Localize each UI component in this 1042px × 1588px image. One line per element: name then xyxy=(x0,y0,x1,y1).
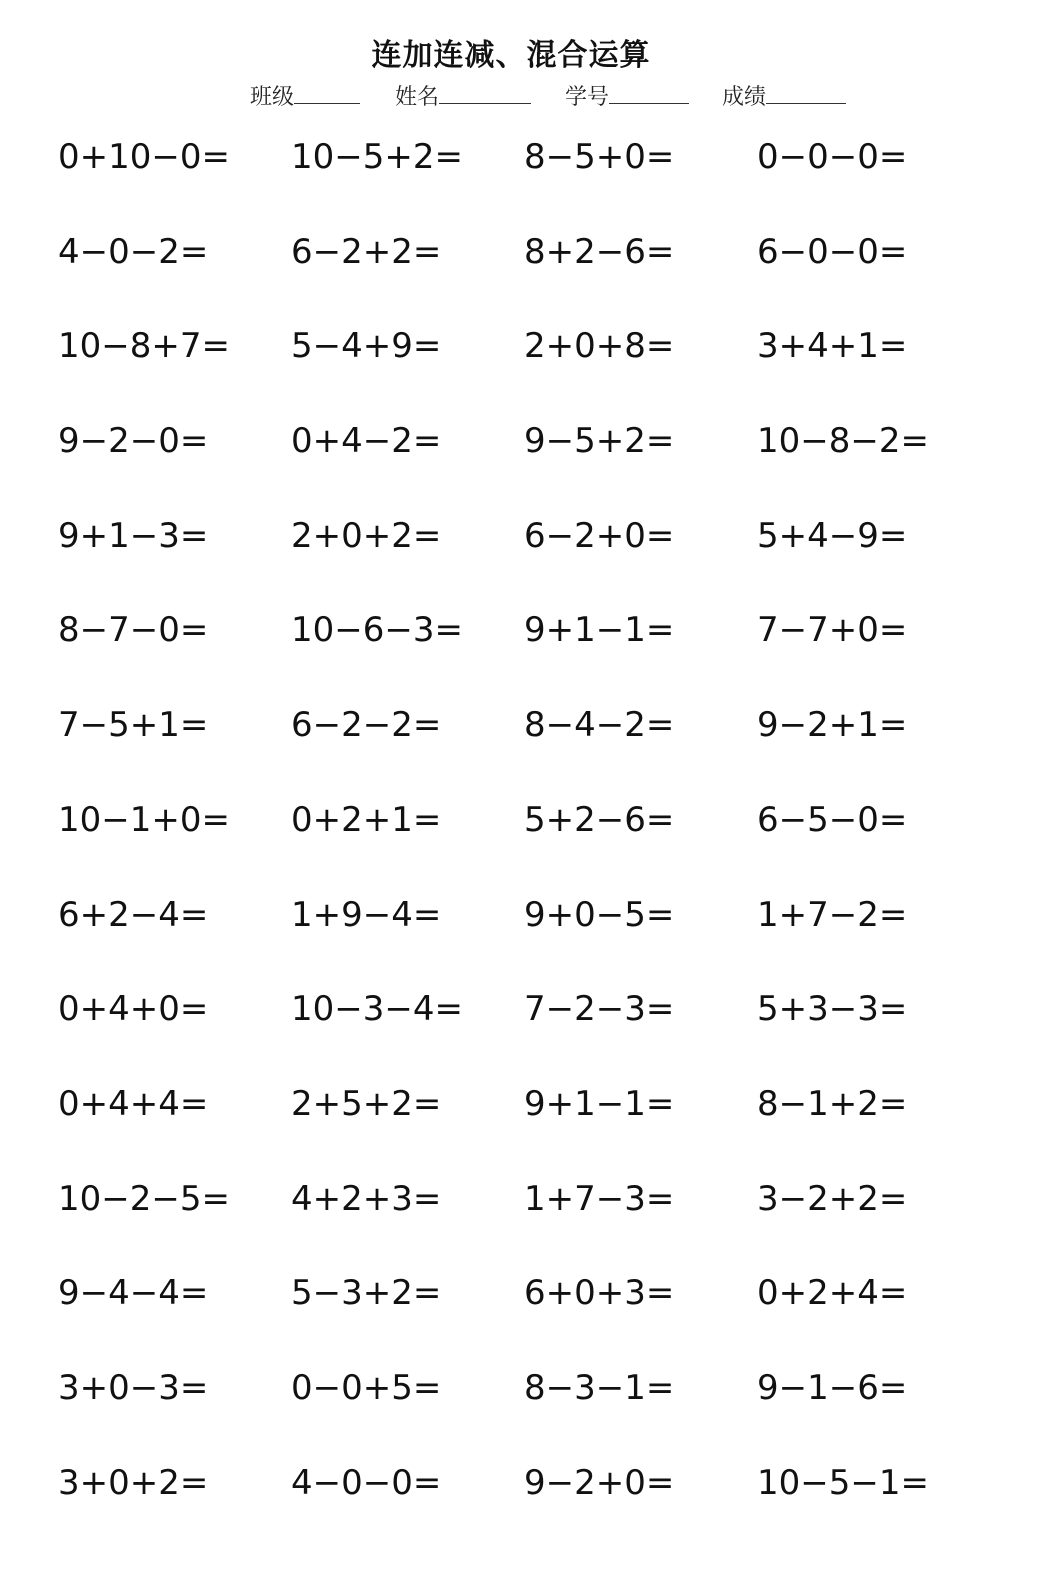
arithmetic-problem: 8−5+0= xyxy=(524,137,675,177)
score-label: 成绩 xyxy=(722,85,767,110)
arithmetic-problem: 9+1−1= xyxy=(524,610,675,651)
arithmetic-problem: 10−3−4= xyxy=(291,989,463,1030)
name-label: 姓名 xyxy=(395,85,440,110)
arithmetic-problem: 10−6−3= xyxy=(291,610,463,651)
arithmetic-problem: 0+2+4= xyxy=(757,1273,908,1314)
class-label: 班级 xyxy=(250,85,295,110)
arithmetic-problem: 9−4−4= xyxy=(58,1273,209,1314)
arithmetic-problem: 8−4−2= xyxy=(524,705,675,746)
arithmetic-problem: 7−7+0= xyxy=(757,610,908,651)
arithmetic-problem: 5+3−3= xyxy=(757,989,908,1030)
student-id-blank[interactable] xyxy=(609,81,689,104)
arithmetic-problem: 10−2−5= xyxy=(58,1178,230,1219)
arithmetic-problem: 3−2+2= xyxy=(757,1178,908,1219)
arithmetic-problem: 9+1−3= xyxy=(58,515,209,556)
arithmetic-problem: 8−1+2= xyxy=(757,1083,908,1124)
arithmetic-problem: 8−7−0= xyxy=(58,610,209,651)
arithmetic-problem: 10−5−1= xyxy=(757,1462,929,1503)
student-id-label: 学号 xyxy=(565,85,610,110)
arithmetic-problem: 0+10−0= xyxy=(58,137,230,177)
class-field xyxy=(250,80,360,111)
arithmetic-problem: 0−0+5= xyxy=(291,1367,442,1408)
arithmetic-problem: 10−8−2= xyxy=(757,421,929,462)
student-id-field xyxy=(565,80,689,111)
name-blank[interactable] xyxy=(439,81,531,104)
arithmetic-problem: 5+4−9= xyxy=(757,515,908,556)
class-blank[interactable] xyxy=(294,81,360,104)
arithmetic-problem: 4−0−2= xyxy=(58,231,209,272)
name-field xyxy=(395,80,531,111)
arithmetic-problem: 6−2+0= xyxy=(524,515,675,556)
arithmetic-problem: 1+7−2= xyxy=(757,894,908,935)
arithmetic-problem: 3+4+1= xyxy=(757,326,908,367)
arithmetic-problem: 5+2−6= xyxy=(524,799,675,840)
arithmetic-problem: 1+9−4= xyxy=(291,894,442,935)
arithmetic-problem: 5−4+9= xyxy=(291,326,442,367)
arithmetic-problem: 6−0−0= xyxy=(757,231,908,272)
problem-grid xyxy=(58,132,1018,1552)
arithmetic-problem: 8−3−1= xyxy=(524,1367,675,1408)
student-info-row xyxy=(0,80,1042,114)
arithmetic-problem: 9+1−1= xyxy=(524,1083,675,1124)
arithmetic-problem: 9−2+0= xyxy=(524,1462,675,1503)
arithmetic-problem: 2+0+2= xyxy=(291,515,442,556)
arithmetic-problem: 9+0−5= xyxy=(524,894,675,935)
arithmetic-problem: 6−2−2= xyxy=(291,705,442,746)
arithmetic-problem: 8+2−6= xyxy=(524,231,675,272)
arithmetic-problem: 10−8+7= xyxy=(58,326,230,367)
arithmetic-problem: 0−0−0= xyxy=(757,137,908,177)
arithmetic-problem: 6+0+3= xyxy=(524,1273,675,1314)
arithmetic-problem: 1+7−3= xyxy=(524,1178,675,1219)
arithmetic-problem: 7−5+1= xyxy=(58,705,209,746)
arithmetic-problem: 9−2+1= xyxy=(757,705,908,746)
arithmetic-problem: 0+4+4= xyxy=(58,1083,209,1124)
arithmetic-problem: 6−2+2= xyxy=(291,231,442,272)
arithmetic-problem: 6−5−0= xyxy=(757,799,908,840)
arithmetic-problem: 0+2+1= xyxy=(291,799,442,840)
arithmetic-problem: 10−5+2= xyxy=(291,137,463,177)
arithmetic-problem: 3+0−3= xyxy=(58,1367,209,1408)
arithmetic-problem: 3+0+2= xyxy=(58,1462,209,1503)
arithmetic-problem: 7−2−3= xyxy=(524,989,675,1030)
arithmetic-problem: 9−5+2= xyxy=(524,421,675,462)
arithmetic-problem: 2+0+8= xyxy=(524,326,675,367)
arithmetic-problem: 0+4+0= xyxy=(58,989,209,1030)
arithmetic-problem: 10−1+0= xyxy=(58,799,230,840)
arithmetic-problem: 9−1−6= xyxy=(757,1367,908,1408)
arithmetic-problem: 5−3+2= xyxy=(291,1273,442,1314)
score-blank[interactable] xyxy=(766,81,846,104)
arithmetic-problem: 0+4−2= xyxy=(291,421,442,462)
arithmetic-problem: 6+2−4= xyxy=(58,894,209,935)
worksheet-title: 连加连减、混合运算 xyxy=(371,38,651,73)
score-field xyxy=(722,80,846,111)
arithmetic-problem: 9−2−0= xyxy=(58,421,209,462)
arithmetic-problem: 2+5+2= xyxy=(291,1083,442,1124)
arithmetic-problem: 4−0−0= xyxy=(291,1462,442,1503)
arithmetic-problem: 4+2+3= xyxy=(291,1178,442,1219)
